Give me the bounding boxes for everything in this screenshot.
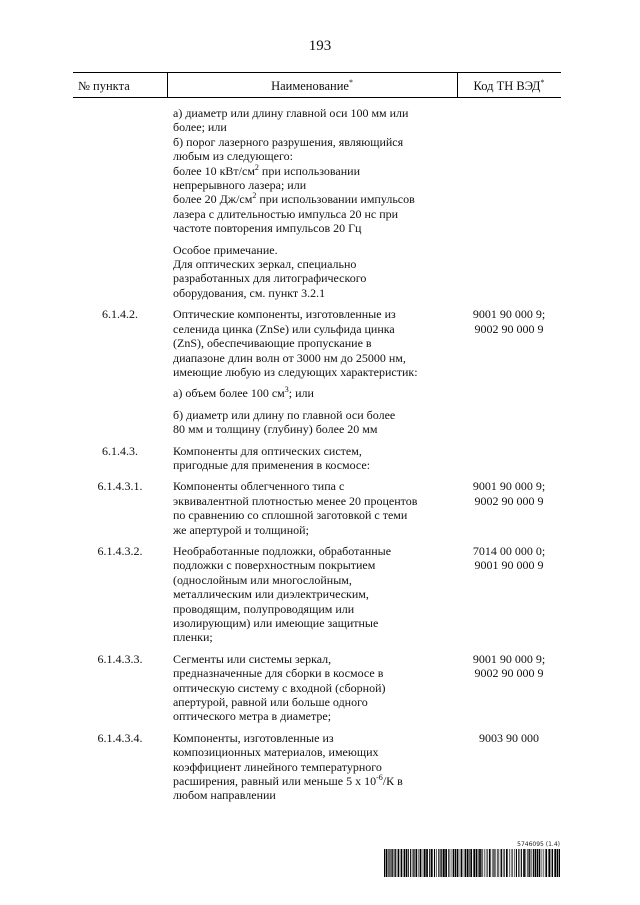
tn-ved-code: 9003 90 000 <box>479 730 539 745</box>
tn-ved-code: 7014 00 000 0; 9001 90 000 9 <box>472 543 546 573</box>
header-name-footnote-mark: * <box>348 77 353 87</box>
table-row <box>73 544 561 645</box>
tn-ved-code: 9001 90 000 9; 9002 90 000 9 <box>472 479 546 508</box>
header-code-label: Код ТН ВЭД <box>473 79 541 93</box>
table-row <box>73 731 561 803</box>
item-description: Оптические компоненты, изготовленные из селенида цинка (ZnSe) или сульфида цинка (ZnS), обеспечивающие пропускание в диапазоне длин волн от 3000 нм до 25000 нм, имеющие любую из следующих характеристик: <box>173 307 418 379</box>
table-header <box>73 72 561 98</box>
header-code <box>457 79 561 94</box>
table-body <box>73 106 561 810</box>
item-description: Компоненты облегченного типа с эквивалентной плотностью менее 20 процентов по сравнению со сплошной заготовкой с теми же апертурой и толщиной; <box>173 479 418 537</box>
header-code-footnote-mark: * <box>540 77 545 87</box>
item-number: 6.1.4.3.1. <box>97 479 143 494</box>
tn-ved-code: 9001 90 000 9; 9002 90 000 9 <box>472 651 546 681</box>
table-row <box>73 106 561 300</box>
header-name-label: Наименование <box>271 79 349 93</box>
item-number: 6.1.4.3.4. <box>97 730 143 745</box>
paragraph: а) диаметр или длину главной оси 100 мм или более; или б) порог лазерного разрушения, являющийся любым из следующего: более 10 кВт/$см^2$ при использовании непрерывного лазера; или более 20 $Дж/см^2$ при использовании импульсов лазера с длительностью импульса 20 нс при частоте повторения импульсов 20 Гц <box>173 106 415 236</box>
item-number: 6.1.4.3.3. <box>97 651 143 666</box>
table-row <box>73 479 561 537</box>
barcode-block <box>384 841 560 877</box>
item-description: Компоненты для оптических систем, пригодные для применения в космосе: <box>173 443 371 472</box>
barcode-number: 5746095 (1.4) <box>517 841 560 848</box>
item-number: 6.1.4.3.2. <box>97 543 143 558</box>
table-row <box>73 652 561 724</box>
header-name <box>167 79 457 94</box>
item-number: 6.1.4.3. <box>102 443 138 458</box>
item-description: Сегменты или системы зеркал, предназначенные для сборки в космосе в оптическую систему с входной (сборной) апертурой, равной или больше одного оптического метра в диаметре; <box>173 651 386 724</box>
barcode-icon <box>384 849 560 877</box>
item-number: 6.1.4.2. <box>102 307 138 322</box>
tn-ved-code: 9001 90 000 9; 9002 90 000 9 <box>472 307 546 336</box>
header-item-number: № пункта <box>78 79 130 93</box>
item-description: Компоненты, изготовленные из композиционных материалов, имеющих коэффициент линейного температурного расширения, равный или меньше 5 х $10^{-6}/К$ в любом направлении <box>173 730 403 803</box>
item-description: Необработанные подложки, обработанные подложки с поверхностным покрытием (однослойным или многослойным, металлическим или диэлектрическим, проводящим, полупроводящим или изолирующим) или имеющие защитные пленки; <box>173 543 392 645</box>
sub-item: а) объем более 100 $см^3$; или <box>173 385 314 401</box>
special-note: Особое примечание. Для оптических зеркал, специально разработанных для литографического оборудования, см. пункт 3.2.1 <box>173 242 367 300</box>
page-number: 193 <box>308 38 332 54</box>
table-row <box>73 444 561 473</box>
sub-item: б) диаметр или длину по главной оси более 80 мм и толщину (глубину) более 20 мм <box>173 407 396 437</box>
table-row <box>73 307 561 436</box>
